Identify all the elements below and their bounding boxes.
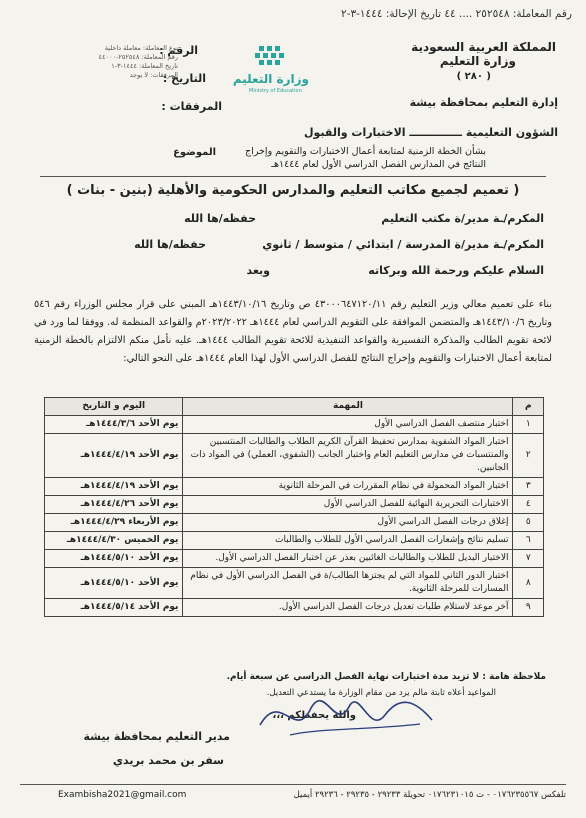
circular-body: بناء على تعميم معالي وزير التعليم رقم ٤٣٠٠٠٦٤٧١٢٠/١١ ص وتاريخ ١٤٤٣/١٠/١٦هـ المبني على قرار مجلس الوزراء رقم ٥٤٦ وتاريخ ١٤٤٣/١٠/٦هـ والمتضمن الموافقة على التقويم الدراسي لعام ١٤٤٤هـ ٢٠٢٣/٢٠٢٢م والقواعد المنظمة له. ووفقا لما ورد في لائحة تقويم الطالب والمذكرة التفسيرية والقواعد التنفيذية للائحة تقويم الطالب ١٤٤٤هـ. عليه نأمل منكم الالتزام بالخطة الزمنية لمتابعة أعمال الاختبارات والتقويم وإخراج النتائج للفصل الدراسي الأول لهذا العام ١٤٤٤هـ على النحو التالي: (34, 299, 553, 364)
subject-label: الموضوع (173, 147, 216, 158)
salutation-end: وبعد (246, 264, 270, 277)
row-task: الاختبارات التحريرية النهائية للفصل الدراسي الأول (183, 496, 513, 514)
table-row (45, 550, 544, 568)
table-header-row (45, 398, 544, 416)
row-date: يوم الأربعاء ١٤٤٤/٤/٢٩هـ (45, 514, 183, 532)
row-task: إغلاق درجات الفصل الدراسي الأول (183, 514, 513, 532)
footer-contacts: تلفكس ٠١٧٦٢٣٥٥٦٧ - ت ٠١٧٦٢٣١٠١٥ تحويلة ٢٩٢٣٣ - ٢٩٢٣٥ - ٢٩٢٣٦ أيميل (293, 790, 566, 800)
row-number: ٤ (513, 496, 544, 514)
signatory-name: سفر بن محمد بريدي (112, 754, 224, 767)
row-number: ٨ (513, 568, 544, 599)
number-label: الرقم : (159, 44, 198, 57)
table-row (45, 532, 544, 550)
header-number: م (513, 398, 544, 416)
table-row (45, 416, 544, 434)
attachments-label: المرفقات : (161, 100, 222, 113)
row-number: ٧ (513, 550, 544, 568)
row-date: يوم الأحد ١٤٤٤/٥/١٤هـ (45, 599, 183, 617)
table-row (45, 568, 544, 599)
department-name: الشؤون التعليمية ــــــــــــــ الاختبارات والقبول (303, 126, 558, 139)
signatory-title: مدير التعليم بمحافظة بيشة (83, 730, 230, 743)
footer-divider (20, 784, 566, 785)
transaction-stamp (92, 44, 178, 80)
row-number: ٩ (513, 599, 544, 617)
row-date: يوم الأحد ١٤٤٤/٤/١٩هـ (45, 434, 183, 478)
row-task: آخر موعد لاستلام طلبات تعديل درجات الفصل الدراسي الأول. (183, 599, 513, 617)
row-date: يوم الأحد ١٤٤٤/٤/٢٦هـ (45, 496, 183, 514)
stamp-line: رقم المعاملة: ٢٥٢٥٤٨-٤٤٠٠٠ (98, 53, 178, 61)
stamp-line: تاريخ المعاملة: ١٤٤٤-٣-١ (111, 62, 178, 70)
row-task: اختبار منتصف الفصل الدراسي الأول (183, 416, 513, 434)
header-date: اليوم و التاريخ (45, 398, 183, 416)
row-number: ٣ (513, 478, 544, 496)
greeting-line-2-end: حفظه/ها الله (134, 238, 206, 251)
salutation: السلام عليكم ورحمة الله وبركاته (368, 264, 544, 277)
directorate-name: إدارة التعليم بمحافظة بيشة (409, 96, 558, 109)
divider (40, 176, 546, 177)
row-number: ٥ (513, 514, 544, 532)
header-task: المهمة (183, 398, 513, 416)
row-number: ٦ (513, 532, 544, 550)
logo-text-en: Ministry of Education (249, 88, 302, 94)
country-name: المملكة العربية السعودية (411, 40, 556, 54)
row-task: اختبار المواد المحمولة في نظام المقررات في المرحلة الثانوية (183, 478, 513, 496)
reference-line: رقم المعاملة: ٢٥٢٥٤٨ .... ٤٤ تاريخ الإحالة: ١٤٤٤-٣-٢ (341, 8, 572, 20)
row-date: يوم الأحد ١٤٤٤/٤/١٩هـ (45, 478, 183, 496)
greeting-line-1-end: حفظه/ها الله (184, 212, 256, 225)
table-row (45, 496, 544, 514)
handwritten-signature-icon (250, 680, 440, 750)
row-date: يوم الأحد ١٤٤٤/٣/٦هـ (45, 416, 183, 434)
ministry-name: وزارة التعليم (439, 54, 516, 68)
circular-title: ( تعميم لجميع مكاتب التعليم والمدارس الحكومية والأهلية (بنين - بنات ) (66, 183, 520, 198)
logo-text-ar: وزارة التعليم (232, 72, 309, 86)
row-number: ٢ (513, 434, 544, 478)
row-date: يوم الأحد ١٤٤٤/٥/١٠هـ (45, 550, 183, 568)
row-task: اختبار الدور الثاني للمواد التي لم يجتزها الطالب/ة في الفصل الدراسي الأول في نظام المسارات للمرحلة الثانوية. (183, 568, 513, 599)
row-task: اختبار المواد الشفوية بمدارس تحفيظ القرآن الكريم الطلاب والطالبات المنتسبين والمنتسبات في مدارس التعليم العام واختبار الجانب (الشفوي، العملي) في المواد ذات الجانبين. (183, 434, 513, 478)
secondary-note: المواعيد أعلاه ثابتة مالم يرد من مقام الوزارة ما يستدعي التعديل. (266, 688, 496, 698)
greeting-line-1: المكرم/ـة مدير/ة مكتب التعليم (381, 212, 544, 225)
row-number: ١ (513, 416, 544, 434)
subject-text: بشأن الخطة الزمنية لمتابعة أعمال الاختبارات والتقويم وإخراج النتائج في المدارس الفصل الدراسي الأول لعام ١٤٤٤هـ (245, 146, 486, 170)
ministry-code: ( ٢٨٠ ) (456, 71, 491, 82)
stamp-line: المرفقات: لا يوجد (129, 71, 178, 79)
row-date: يوم الأحد ١٤٤٤/٥/١٠هـ (45, 568, 183, 599)
row-task: تسليم نتائج وإشعارات الفصل الدراسي الأول للطلاب والطالبات (183, 532, 513, 550)
important-note: ملاحظة هامة : لا تزيد مدة اختبارات نهاية الفصل الدراسي عن سبعة أيام. (226, 672, 546, 682)
schedule-table (44, 397, 544, 617)
table-row (45, 599, 544, 617)
row-task: الاختبار البديل للطلاب والطالبات الغائبين بعذر عن اختبار الفصل الدراسي الأول. (183, 550, 513, 568)
date-label: التاريخ : (162, 72, 206, 85)
footer-email[interactable]: Exambisha2021@gmail.com (58, 790, 187, 800)
ministry-logo (233, 42, 313, 97)
table-row (45, 514, 544, 532)
stamp-line: نوع المعاملة: معاملة داخلية (104, 44, 178, 52)
row-date: يوم الخميس ١٤٤٤/٤/٣٠هـ (45, 532, 183, 550)
table-row (45, 434, 544, 478)
greeting-line-2: المكرم/ـة مدير/ة المدرسة / ابتدائي / متوسط / ثانوي (262, 238, 544, 251)
table-row (45, 478, 544, 496)
closing-line: والله يحفظكم ،،، (272, 710, 356, 721)
